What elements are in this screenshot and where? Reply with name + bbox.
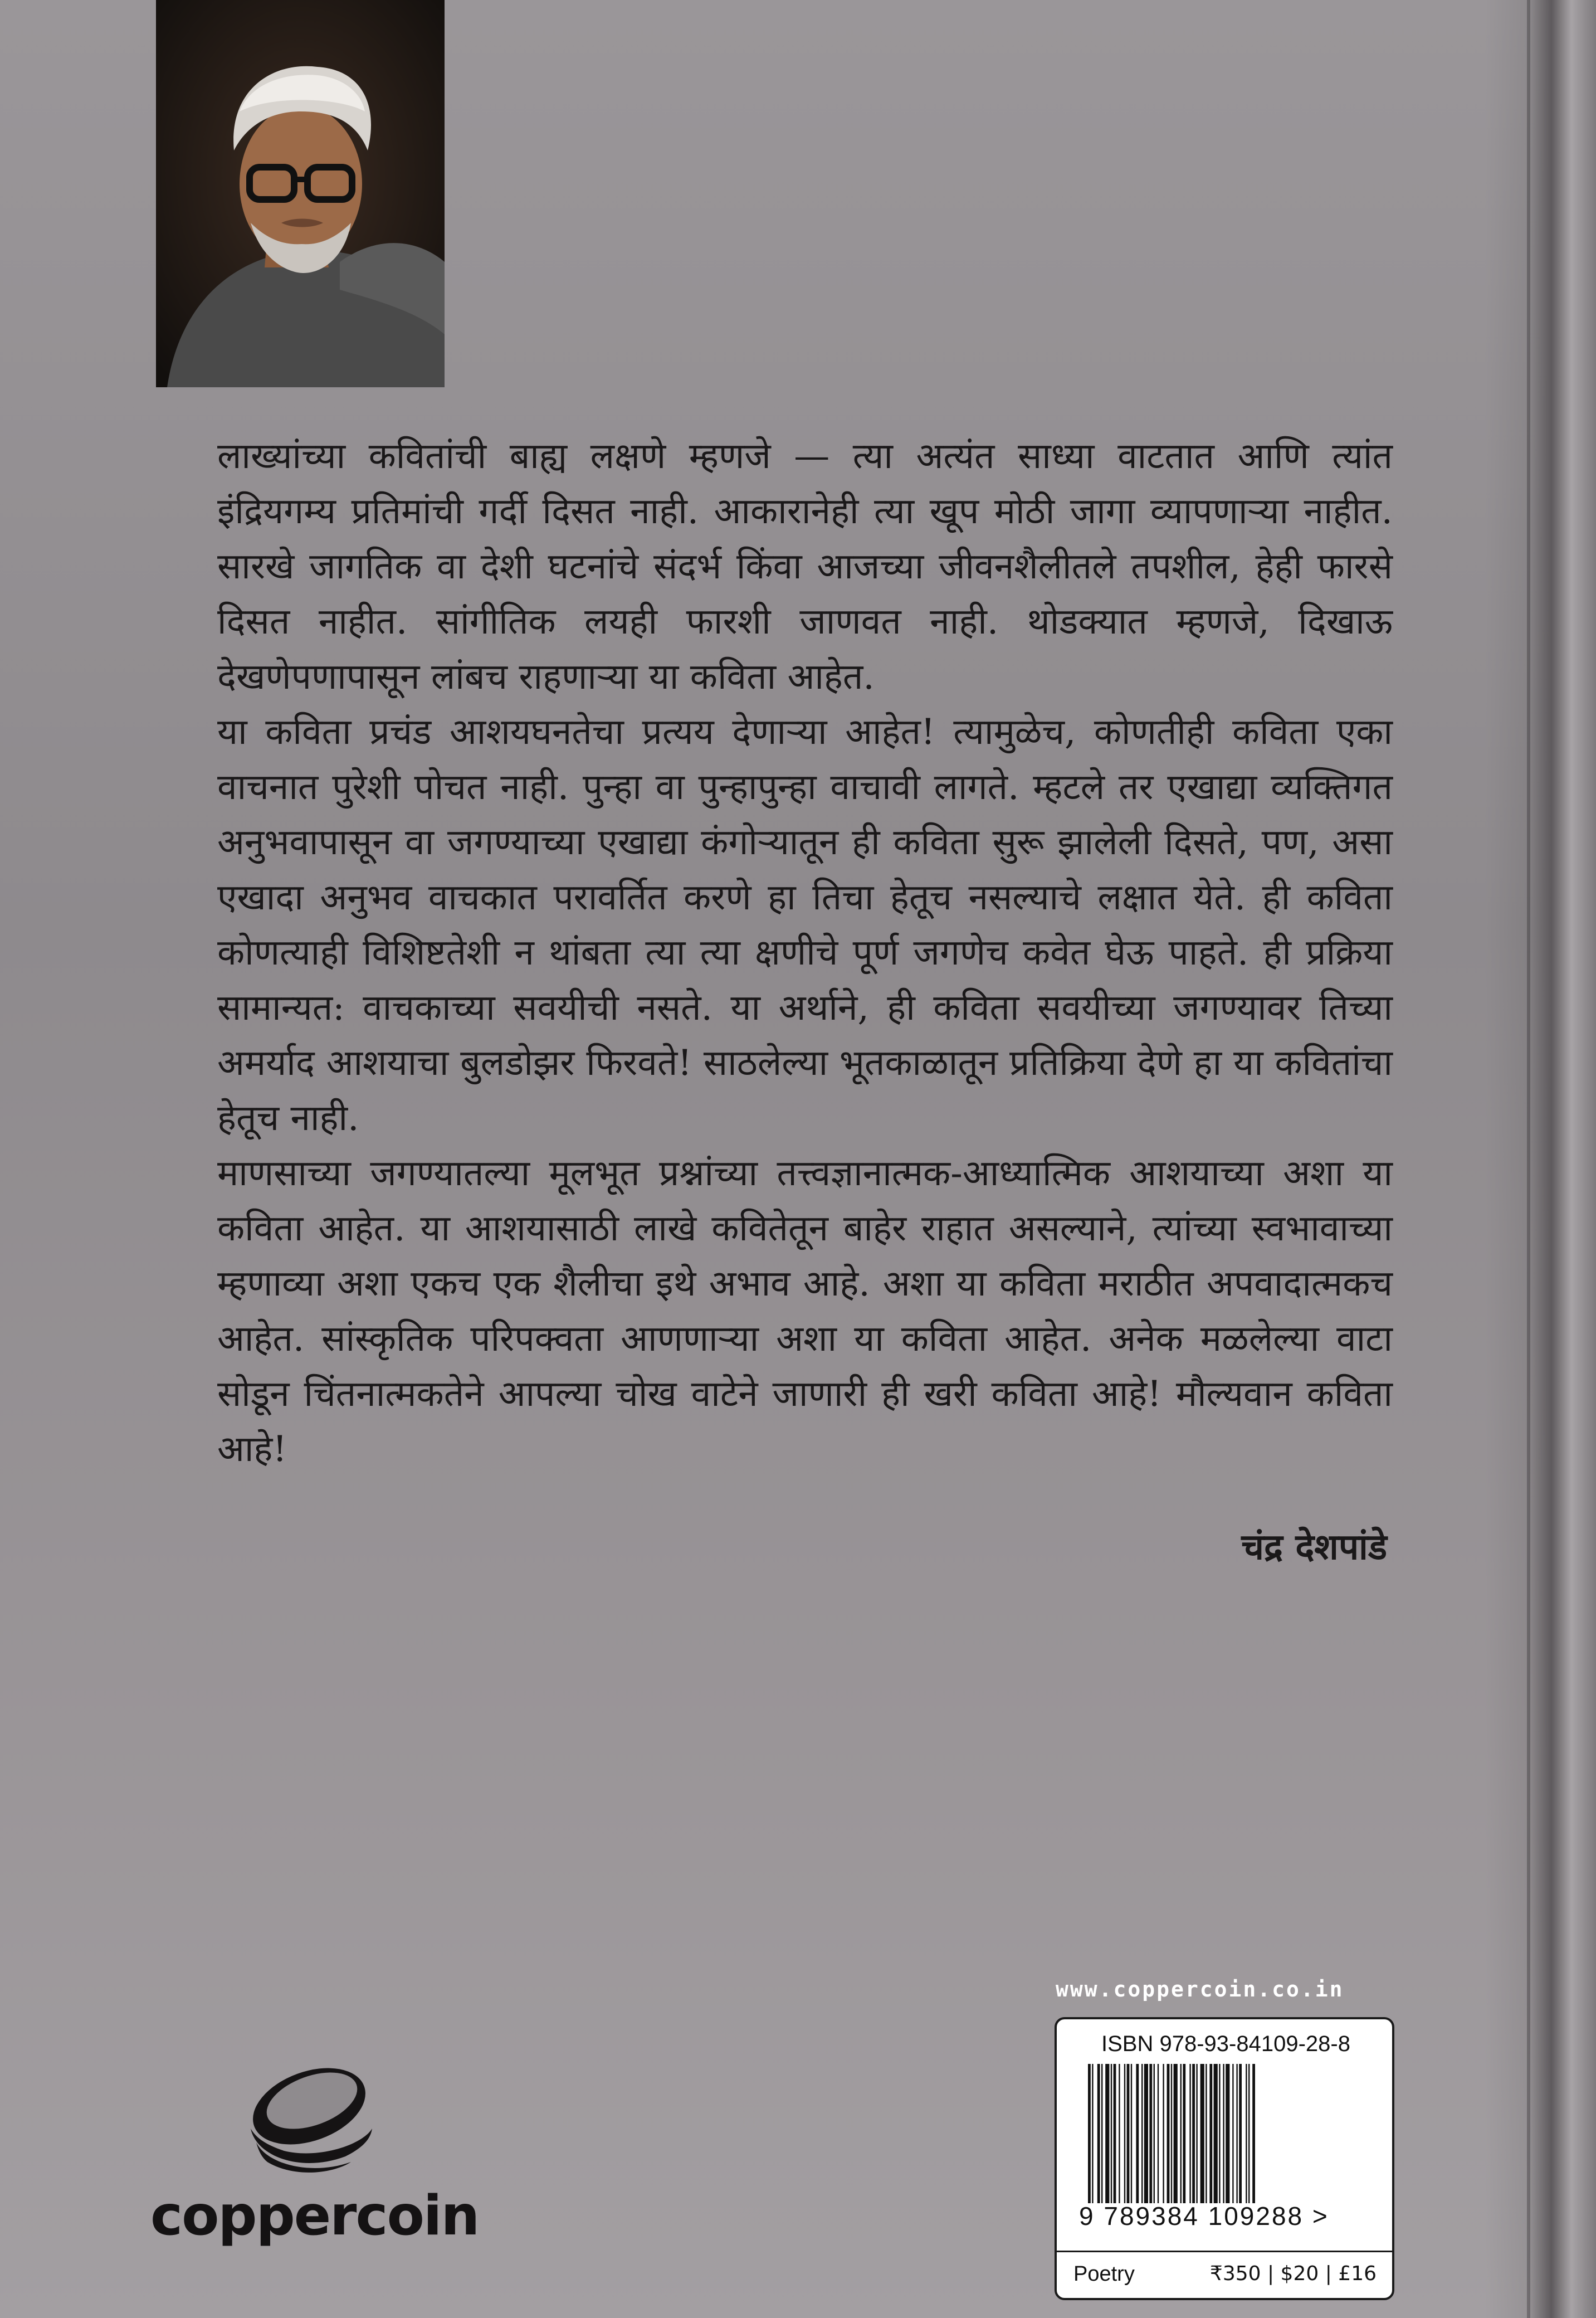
barcode-bar bbox=[1196, 2064, 1197, 2203]
spine-edge bbox=[1485, 0, 1596, 2318]
barcode-bar bbox=[1141, 2064, 1143, 2203]
barcode-bar bbox=[1131, 2064, 1132, 2203]
barcode-bar bbox=[1114, 2064, 1116, 2203]
barcode-panel bbox=[1055, 2017, 1394, 2300]
spine-crease bbox=[1527, 0, 1530, 2318]
barcode-bar bbox=[1183, 2064, 1185, 2203]
publisher-name: coppercoin bbox=[150, 2184, 479, 2248]
author-photo bbox=[156, 0, 445, 387]
barcode-footer bbox=[1057, 2251, 1392, 2300]
barcode-bar bbox=[1163, 2064, 1164, 2203]
blurb-text bbox=[217, 429, 1393, 1477]
barcode-bar bbox=[1232, 2064, 1233, 2203]
barcode-bar bbox=[1174, 2064, 1178, 2203]
barcode-bar bbox=[1223, 2064, 1224, 2203]
barcode-bar bbox=[1192, 2064, 1195, 2203]
barcode-bar bbox=[1154, 2064, 1155, 2203]
blurb-paragraph: माणसाच्या जगण्यातल्या मूलभूत प्रश्नांच्या तत्त्वज्ञानात्मक-आध्यात्मिक आशयाच्या अशा या कविता आहेत. या आशयासाठी लाखे कवितेतून बाहेर राहात असल्याने, त्यांच्या स्वभावाच्या म्हणाव्या अशा एकच एक शैलीचा इथे अभाव आहे. अशा या कविता मराठीत अपवादात्मकच आहेत. सांस्कृतिक परिपक्वता आणणाऱ्या अशा या कविता आहेत. अनेक मळलेल्या वाटा सोडून चिंतनात्मकतेने आपल्या चोख वाटेने जाणारी ही खरी कविता आहे! मौल्यवान कविता आहे! bbox=[217, 1153, 1393, 1470]
blurb-paragraph: लाख्यांच्या कवितांची बाह्य लक्षणे म्हणजे — त्या अत्यंत साध्या वाटतात आणि त्यांत इंद्रियगम्य प्रतिमांची गर्दी दिसत नाही. आकारानेही त्या खूप मोठी जागा व्यापणाऱ्या नाहीत. सारखे जागतिक वा देशी घटनांचे संदर्भ किंवा आजच्या जीवनशैलीतले तपशील, हेही फारसे दिसत नाहीत. सांगीतिक लयही फारशी जाणवत नाही. थोडक्यात म्हणजे, दिखाऊ देखणेपणापासून लांबच राहणाऱ्या या कविता आहेत. bbox=[217, 436, 1393, 698]
isbn-label: ISBN 978-93-84109-28-8 bbox=[1101, 2032, 1350, 2056]
barcode-bar bbox=[1158, 2064, 1159, 2203]
barcode-bar bbox=[1167, 2064, 1170, 2203]
barcode-bar bbox=[1205, 2064, 1207, 2203]
barcode-bar bbox=[1171, 2064, 1172, 2203]
barcode-bar bbox=[1248, 2064, 1250, 2203]
coin-icon bbox=[234, 2062, 379, 2184]
barcode-bar bbox=[1144, 2064, 1148, 2203]
barcode-bar bbox=[1111, 2064, 1112, 2203]
barcode-bar bbox=[1149, 2064, 1152, 2203]
barcode-bar bbox=[1136, 2064, 1139, 2203]
barcode-bar bbox=[1189, 2064, 1190, 2203]
barcode-bar bbox=[1097, 2064, 1100, 2203]
barcode-bar bbox=[1236, 2064, 1237, 2203]
barcode-bar bbox=[1105, 2064, 1109, 2203]
book-category: Poetry bbox=[1073, 2262, 1135, 2286]
barcode-bar bbox=[1239, 2064, 1242, 2203]
barcode-bar bbox=[1088, 2064, 1091, 2203]
barcode-bar bbox=[1180, 2064, 1182, 2203]
barcode-bars bbox=[1088, 2064, 1366, 2203]
blurb-signature: चंद्र देशपांडे bbox=[1241, 1526, 1387, 1568]
barcode-bar bbox=[1119, 2064, 1120, 2203]
barcode-digits: 9 789384 109288 > bbox=[1079, 2202, 1329, 2231]
book-price: ₹350 | $20 | £16 bbox=[1209, 2262, 1377, 2285]
barcode-bar bbox=[1092, 2064, 1093, 2203]
barcode-bar bbox=[1127, 2064, 1130, 2203]
publisher-website: www.coppercoin.co.in bbox=[1056, 1977, 1344, 2002]
barcode-bar bbox=[1226, 2064, 1229, 2203]
barcode-bar bbox=[1219, 2064, 1220, 2203]
barcode-bar bbox=[1214, 2064, 1218, 2203]
barcode-bar bbox=[1200, 2064, 1204, 2203]
publisher-logo bbox=[150, 2062, 485, 2262]
barcode-bar bbox=[1252, 2064, 1255, 2203]
blurb-paragraph: या कविता प्रचंड आशयघनतेचा प्रत्यय देणाऱ्या आहेत! त्यामुळेच, कोणतीही कविता एका वाचनात पुरेशी पोचत नाही. पुन्हा वा पुन्हापुन्हा वाचावी लागते. म्हटले तर एखाद्या व्यक्तिगत अनुभवापासून वा जगण्याच्या एखाद्या कंगोऱ्यातून ही कविता सुरू झालेली दिसते, पण, असा एखादा अनुभव वाचकात परावर्तित करणे हा तिचा हेतूच नसल्याचे लक्षात येते. ही कविता कोणत्याही विशिष्टतेशी न थांबता त्या त्या क्षणीचे पूर्ण जगणेच कवेत घेऊ पाहते. ही प्रक्रिया सामान्यत: वाचकाच्या सवयीची नसते. या अर्थाने, ही कविता सवयीच्या जगण्यावर तिच्या अमर्याद आशयाचा बुलडोझर फिरवते! साठलेल्या भूतकाळातून प्रतिक्रिया देणे हा या कवितांचा हेतूच नाही. bbox=[217, 712, 1393, 1139]
barcode-bar bbox=[1246, 2064, 1247, 2203]
barcode-bar bbox=[1209, 2064, 1212, 2203]
barcode-bar bbox=[1101, 2064, 1102, 2203]
barcode-bar bbox=[1124, 2064, 1125, 2203]
